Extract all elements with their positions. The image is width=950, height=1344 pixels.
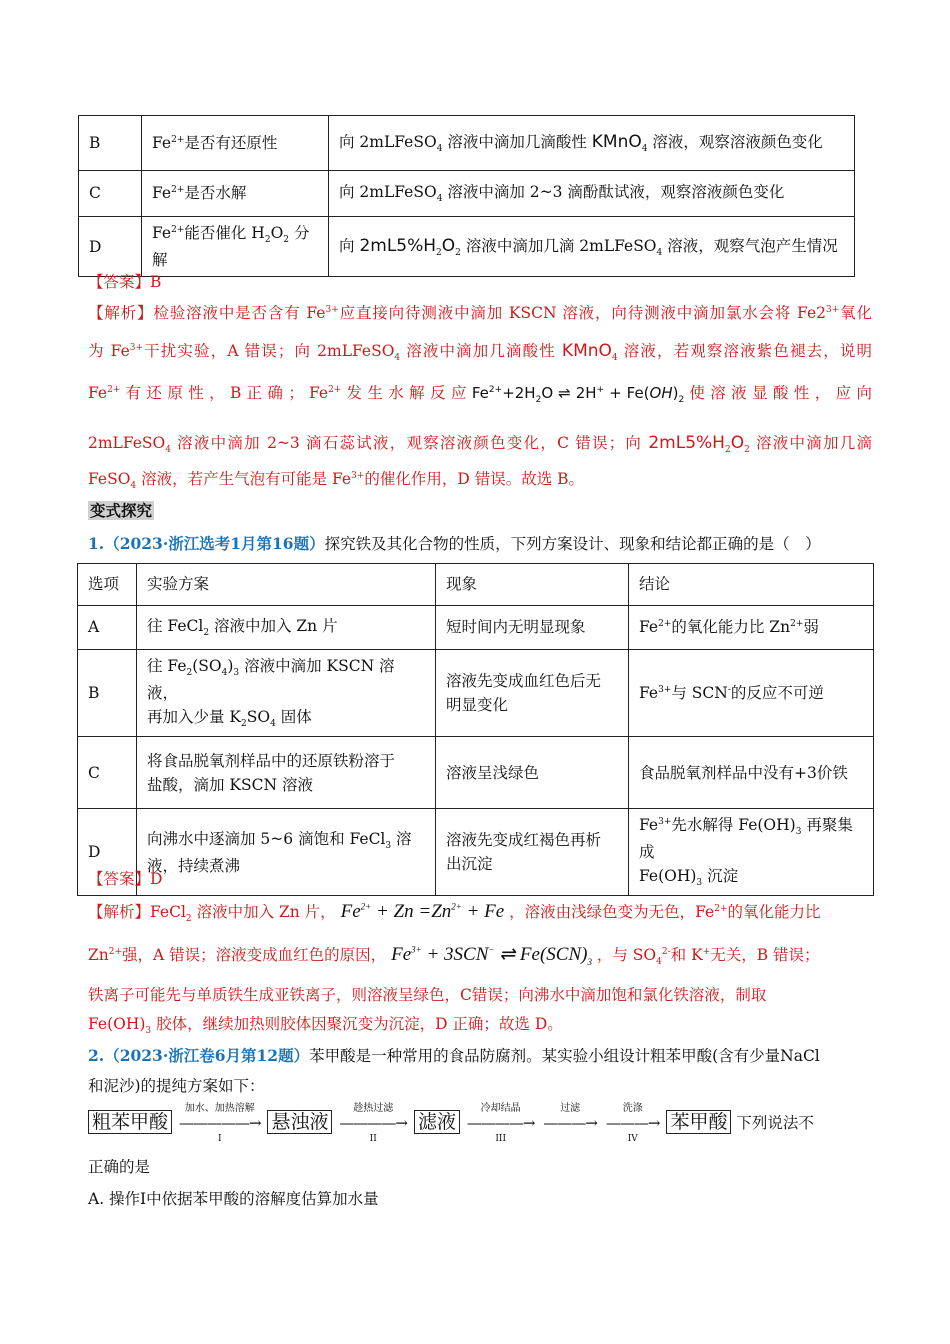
purpose-cell: $Fe^{2+}$是否水解 <box>142 171 329 217</box>
flow-arrow-1: 加水、加热溶解 —————→ I <box>178 1103 261 1144</box>
question-2-line-1: 2.（2023·浙江卷6月第12题）苯甲酸是一种常用的食品防腐剂。某实验小组设计粗苯甲酸(含有少量NaCl <box>88 1046 820 1065</box>
table-row <box>78 737 874 809</box>
analysis-1-line-3: $Fe^{2+}$ 有 还 原 性 ， B 正 确 ； $Fe^{2+}$ 发 生 水 解 反 应 $Fe^{2+}+2H_2O$ ⇌ $2H^+ + Fe(OH)_2$ 使 溶 液 显 酸 性 ， 应 向 <box>88 384 873 405</box>
question-1: 1.（2023·浙江选考1月第16题）探究铁及其化合物的性质，下列方案设计、现象和结论都正确的是（ ） <box>88 534 821 553</box>
conclusion-cell: $Fe^{3+}$与 SCN-的反应不可逆 <box>629 650 874 737</box>
flow-arrow-5: 洗涤 ———→ IV <box>605 1103 660 1144</box>
plan-cell: 往 $Fe_2(SO_4)_3$ 溶液中滴加 KSCN 溶液， 再加入少量 $K_2SO_4$ 固体 <box>137 650 436 737</box>
conclusion-cell: $Fe^{2+}$的氧化能力比 $Zn^{2+}$弱 <box>629 606 874 650</box>
table-row <box>78 650 874 737</box>
phenomenon-cell: 溶液先变成红褐色再析 出沉淀 <box>436 809 629 896</box>
header-cell: 实验方案 <box>137 564 436 606</box>
table-row <box>78 606 874 650</box>
section-title: 变式探究 <box>90 501 153 520</box>
method-cell: 向 $2mL5\%H_2O_2$ 溶液中滴加几滴 2mLFeSO$_4$ 溶液，观察气泡产生情况 <box>329 217 855 277</box>
purpose-cell: $Fe^{2+}$能否催化 $H_2O_2$ 分解 <box>142 217 329 277</box>
flow-box-suspension: 悬浊液 <box>267 1110 332 1134</box>
question-2-line-3: 正确的是 <box>88 1158 151 1176</box>
header-cell: 现象 <box>436 564 629 606</box>
flow-arrow-2: 趁热过滤 ————→ II <box>339 1103 407 1144</box>
analysis-1-line-1: 【解析】检验溶液中是否含有 $Fe^{3+}$应直接向待测液中滴加 KSCN 溶液，向待测液中滴加氯水会将 $Fe2^{3+}$氧化 <box>88 304 872 322</box>
flow-box-filtrate: 滤液 <box>414 1110 460 1134</box>
answer-2: 【答案】D <box>88 870 163 888</box>
option-cell: D <box>78 809 137 896</box>
option-cell: B <box>78 650 137 737</box>
conclusion-cell: $Fe^{3+}$先水解得 $Fe(OH)_3$ 再聚集成 $Fe(OH)_3$ 沉淀 <box>629 809 874 896</box>
analysis-2-line-1: 【解析】FeCl$_2$ 溶液中加入 Zn 片， $Fe^{2+} + Zn =Zn^{2+} + Fe$ ，溶液由浅绿色变为无色，$Fe^{2+}$的氧化能力比 <box>88 901 821 925</box>
flow-arrow-3: 冷却结晶 ————→ III <box>466 1103 535 1144</box>
flow-arrow-4: 过滤 ———→ <box>543 1103 597 1132</box>
phenomenon-cell: 溶液先变成血红色后无 明显变化 <box>436 650 629 737</box>
answer-1: 【答案】B <box>88 273 162 291</box>
table-row <box>79 116 855 171</box>
phenomenon-cell: 溶液呈浅绿色 <box>436 737 629 809</box>
options-table <box>77 563 874 896</box>
analysis-1-line-2: 为 $Fe^{3+}$干扰实验，A 错误；向 2mLFeSO$_4$ 溶液中滴加几滴酸性 KMnO$_4$ 溶液，若观察溶液紫色褪去，说明 <box>88 341 872 364</box>
plan-cell: 向沸水中逐滴加 5~6 滴饱和 FeCl$_3$ 溶 液，持续煮沸 <box>137 809 436 896</box>
flow-box-crude: 粗苯甲酸 <box>88 1110 172 1134</box>
analysis-2-line-4: $Fe(OH)_3$ 胶体，继续加热则胶体因聚沉变为沉淀，D 正确；故选 D。 <box>88 1015 563 1037</box>
plan-cell: 将食品脱氧剂样品中的还原铁粉溶于 盐酸，滴加 KSCN 溶液 <box>137 737 436 809</box>
option-cell: C <box>79 171 142 217</box>
table-header-row <box>78 564 874 606</box>
purpose-cell: $Fe^{2+}$是否有还原性 <box>142 116 329 171</box>
plan-cell: 往 FeCl$_2$ 溶液中加入 Zn 片 <box>137 606 436 650</box>
analysis-1-line-4: 2mLFeSO$_4$ 溶液中滴加 2~3 滴石蕊试液，观察溶液颜色变化，C 错误；向 $2mL5\%H_2O_2$ 溶液中滴加几滴 <box>88 433 872 456</box>
analysis-1-line-5: FeSO$_4$ 溶液，若产生气泡有可能是 $Fe^{3+}$的催化作用，D 错误。故选 B。 <box>88 470 585 492</box>
header-cell: 选项 <box>78 564 137 606</box>
option-cell: B <box>79 116 142 171</box>
analysis-2-line-2: $Zn^{2+}$强，A 错误；溶液变成血红色的原因， $Fe^{3+} + 3SCN^-$ ⇌ $Fe(SCN)_3$ ，与 $SO_4^{2-}$和 K+无关，B 错误； <box>88 944 820 968</box>
header-cell: 结论 <box>629 564 874 606</box>
conclusion-cell: 食品脱氧剂样品中没有+3价铁 <box>629 737 874 809</box>
table-row <box>79 217 855 277</box>
table-row <box>79 171 855 217</box>
option-cell: D <box>79 217 142 277</box>
table-continued <box>78 115 855 277</box>
method-cell: 向 2mLFeSO$_4$ 溶液中滴加几滴酸性 KMnO$_4$ 溶液，观察溶液颜色变化 <box>329 116 855 171</box>
option-a: A. 操作I中依据苯甲酸的溶解度估算加水量 <box>88 1190 379 1208</box>
phenomenon-cell: 短时间内无明显现象 <box>436 606 629 650</box>
purification-flow <box>88 1103 872 1144</box>
flow-box-product: 苯甲酸 <box>666 1110 731 1134</box>
option-cell: C <box>78 737 137 809</box>
question-2-line-2: 和泥沙)的提纯方案如下： <box>88 1077 265 1095</box>
question-2-tail: 下列说法不 <box>736 1114 814 1132</box>
analysis-2-line-3: 铁离子可能先与单质铁生成亚铁离子，则溶液呈绿色，C错误；向沸水中滴加饱和氯化铁溶液，制取 <box>88 986 767 1004</box>
method-cell: 向 2mLFeSO$_4$ 溶液中滴加 2~3 滴酚酞试液，观察溶液颜色变化 <box>329 171 855 217</box>
option-cell: A <box>78 606 137 650</box>
